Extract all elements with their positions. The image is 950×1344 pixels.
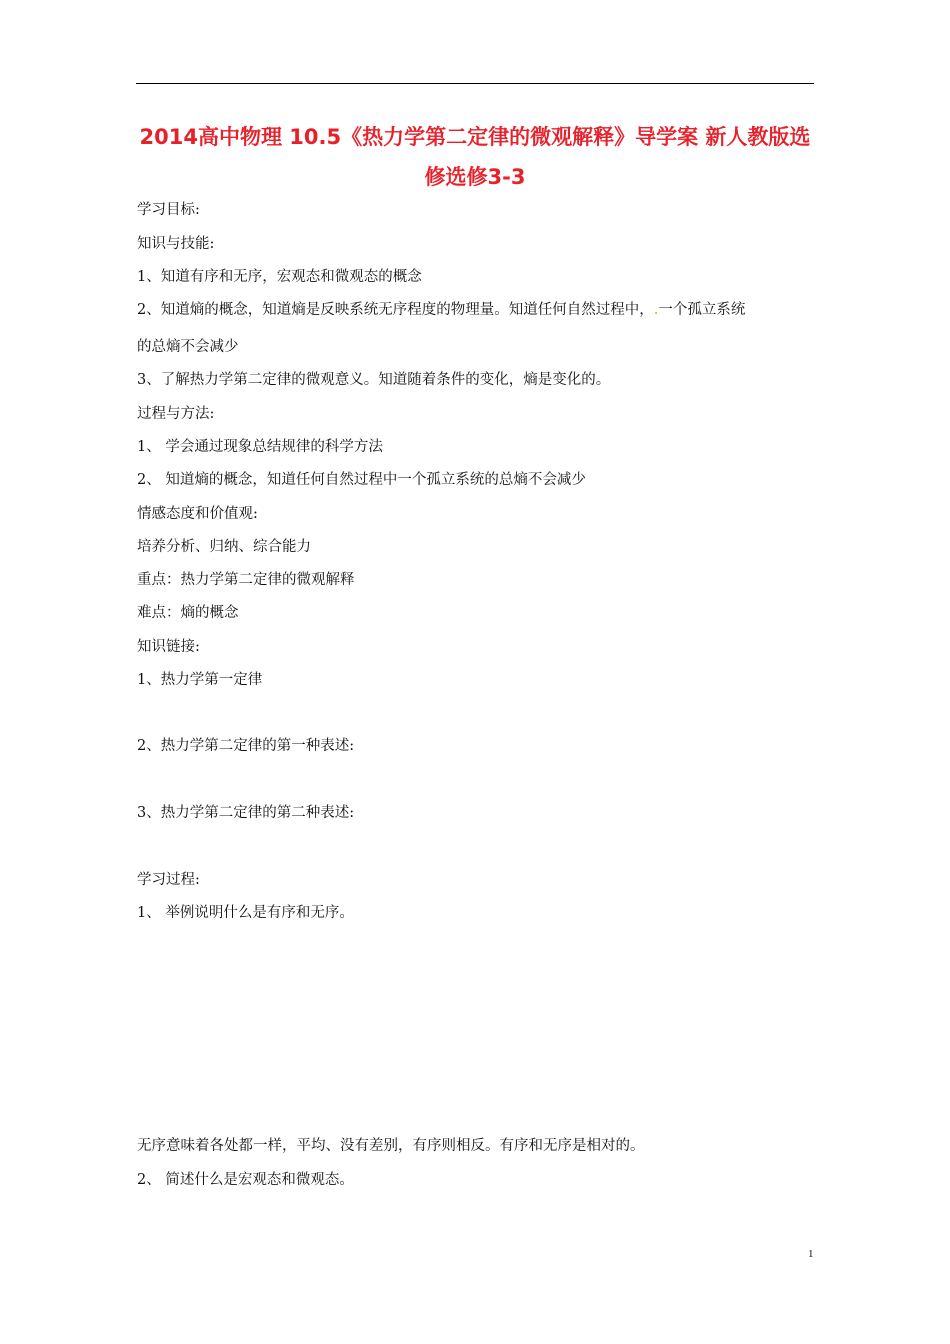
knowledge-item-2-part-b: 一个孤立系统: [658, 302, 746, 318]
title-line-1: 2014高中物理 10.5《热力学第二定律的微观解释》导学案 新人教版选: [139, 125, 811, 149]
header-rule: [136, 83, 814, 84]
knowledge-item-2: [137, 300, 745, 320]
question-1: 1、 举例说明什么是有序和无序。: [137, 905, 354, 921]
answer-1: 无序意味着各处都一样，平均、没有差别，有序则相反。有序和无序是相对的。: [137, 1138, 645, 1154]
knowledge-item-3: 3、了解热力学第二定律的微观意义。知道随着条件的变化，熵是变化的。: [137, 372, 611, 388]
page-title: [120, 117, 830, 197]
knowledge-item-2-continued: 的总熵不会减少: [137, 339, 239, 355]
attitude-item-1: 培养分析、归纳、综合能力: [137, 539, 311, 555]
heading-knowledge-skills: 知识与技能:: [137, 236, 215, 252]
difficulty-point: 难点：熵的概念: [137, 605, 239, 621]
link-item-1: 1、热力学第一定律: [137, 672, 263, 688]
heading-goals: 学习目标:: [137, 202, 200, 218]
method-item-2: 2、 知道熵的概念，知道任何自然过程中一个孤立系统的总熵不会减少: [137, 472, 586, 488]
link-item-3: 3、热力学第二定律的第二种表述:: [137, 805, 355, 821]
link-item-2: 2、热力学第二定律的第一种表述:: [137, 738, 355, 754]
page-number: 1: [808, 1248, 814, 1260]
method-item-1: 1、 学会通过现象总结规律的科学方法: [137, 439, 383, 455]
heading-knowledge-links: 知识链接:: [137, 639, 200, 655]
key-point: 重点：热力学第二定律的微观解释: [137, 572, 355, 588]
ink-mark: .: [653, 302, 659, 318]
heading-learning-process: 学习过程:: [137, 872, 200, 888]
knowledge-item-2-part-a: 2、知道熵的概念，知道熵是反映系统无序程度的物理量。知道任何自然过程中，: [137, 302, 654, 318]
heading-process-method: 过程与方法:: [137, 406, 215, 422]
question-2: 2、 简述什么是宏观态和微观态。: [137, 1172, 354, 1188]
knowledge-item-1: 1、知道有序和无序，宏观态和微观态的概念: [137, 269, 422, 285]
heading-attitude: 情感态度和价值观:: [137, 506, 258, 522]
title-line-2: 修选修3-3: [424, 165, 526, 189]
